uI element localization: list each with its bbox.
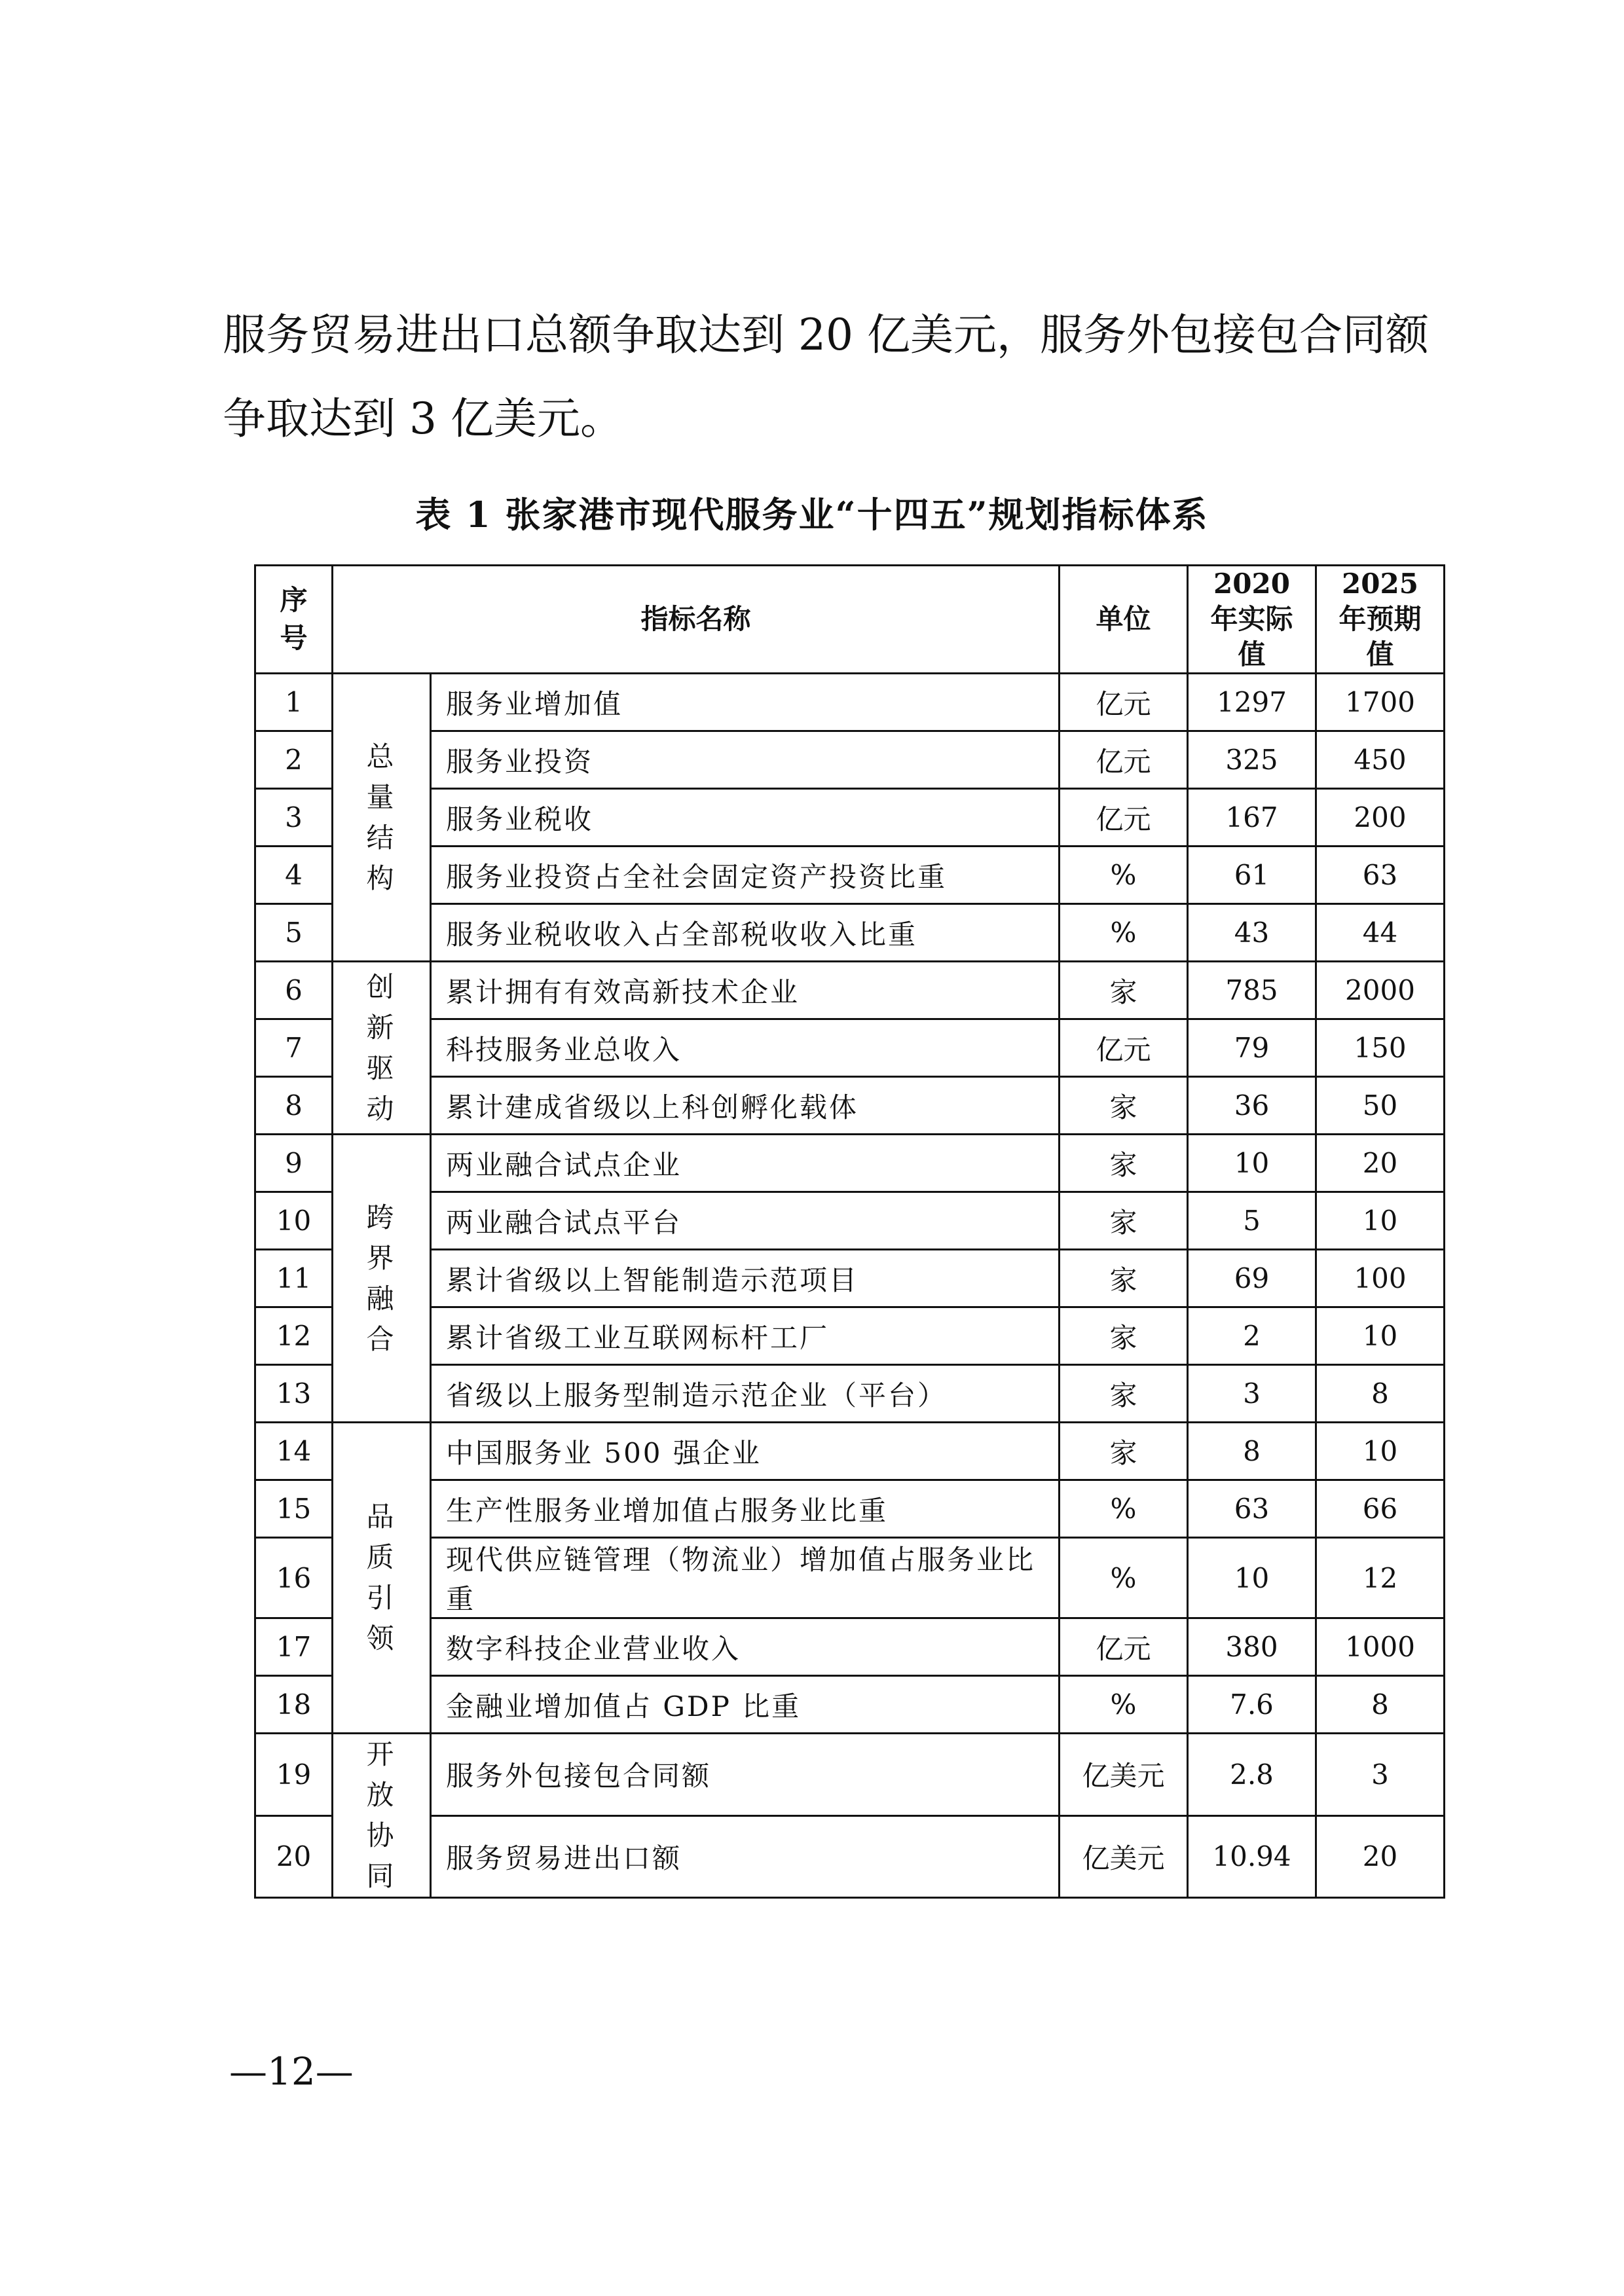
cell-unit: 家 [1060, 1250, 1188, 1307]
table-row [255, 1734, 1445, 1816]
cell-value-2020: 167 [1188, 789, 1316, 847]
cell-value-2025: 150 [1316, 1019, 1445, 1077]
cell-unit: % [1060, 1676, 1188, 1734]
cell-seq: 10 [255, 1192, 333, 1250]
cell-value-2020: 785 [1188, 962, 1316, 1019]
cell-indicator-name: 中国服务业 500 强企业 [431, 1423, 1060, 1480]
cell-category [333, 1734, 431, 1898]
cell-seq: 7 [255, 1019, 333, 1077]
cell-value-2020: 380 [1188, 1618, 1316, 1676]
cell-indicator-name: 累计省级工业互联网标杆工厂 [431, 1307, 1060, 1365]
cell-value-2020: 10 [1188, 1135, 1316, 1192]
intro-line-2: 争取达到 3 亿美元。 [223, 393, 623, 444]
cell-value-2025: 10 [1316, 1192, 1445, 1250]
cell-indicator-name: 服务业投资占全社会固定资产投资比重 [431, 847, 1060, 904]
cell-value-2025: 1700 [1316, 674, 1445, 731]
cell-value-2020: 69 [1188, 1250, 1316, 1307]
cell-value-2025: 44 [1316, 904, 1445, 962]
table-row [255, 1135, 1445, 1192]
cell-value-2025: 200 [1316, 789, 1445, 847]
cell-seq: 13 [255, 1365, 333, 1423]
table-row [255, 1192, 1445, 1250]
header-name: 指标名称 [333, 566, 1060, 674]
cell-value-2020: 36 [1188, 1077, 1316, 1135]
category-label: 总量结构 [366, 740, 397, 894]
cell-value-2020: 43 [1188, 904, 1316, 962]
cell-value-2020: 325 [1188, 731, 1316, 789]
cell-indicator-name: 两业融合试点企业 [431, 1135, 1060, 1192]
cell-value-2020: 79 [1188, 1019, 1316, 1077]
table-row [255, 1077, 1445, 1135]
table-row [255, 962, 1445, 1019]
indicator-table [254, 564, 1445, 1899]
cell-unit: 家 [1060, 962, 1188, 1019]
cell-seq: 15 [255, 1480, 333, 1538]
cell-indicator-name: 生产性服务业增加值占服务业比重 [431, 1480, 1060, 1538]
table-row [255, 1618, 1445, 1676]
table-row [255, 904, 1445, 962]
category-label: 创新驱动 [366, 970, 397, 1125]
cell-unit: 亿元 [1060, 1019, 1188, 1077]
cell-value-2025: 20 [1316, 1815, 1445, 1898]
cell-value-2025: 20 [1316, 1135, 1445, 1192]
intro-line-1: 服务贸易进出口总额争取达到 20 亿美元，服务外包接包合同额 [223, 310, 1429, 360]
cell-seq: 20 [255, 1815, 333, 1898]
cell-value-2020: 2.8 [1188, 1734, 1316, 1816]
cell-value-2025: 50 [1316, 1077, 1445, 1135]
cell-value-2025: 63 [1316, 847, 1445, 904]
cell-value-2020: 10.94 [1188, 1815, 1316, 1898]
cell-indicator-name: 两业融合试点平台 [431, 1192, 1060, 1250]
cell-seq: 18 [255, 1676, 333, 1734]
cell-value-2020: 8 [1188, 1423, 1316, 1480]
cell-unit: % [1060, 1538, 1188, 1618]
cell-value-2020: 7.6 [1188, 1676, 1316, 1734]
cell-indicator-name: 服务业税收 [431, 789, 1060, 847]
header-unit: 单位 [1060, 566, 1188, 674]
cell-category [333, 962, 431, 1135]
cell-unit: % [1060, 847, 1188, 904]
cell-value-2020: 63 [1188, 1480, 1316, 1538]
cell-indicator-name: 累计建成省级以上科创孵化载体 [431, 1077, 1060, 1135]
cell-indicator-name: 现代供应链管理（物流业）增加值占服务业比重 [431, 1538, 1060, 1618]
cell-indicator-name: 金融业增加值占 GDP 比重 [431, 1676, 1060, 1734]
cell-value-2020: 2 [1188, 1307, 1316, 1365]
table-row [255, 789, 1445, 847]
cell-unit: 亿美元 [1060, 1734, 1188, 1816]
cell-seq: 9 [255, 1135, 333, 1192]
cell-indicator-name: 服务业增加值 [431, 674, 1060, 731]
cell-seq: 12 [255, 1307, 333, 1365]
cell-value-2020: 10 [1188, 1538, 1316, 1618]
cell-seq: 1 [255, 674, 333, 731]
table-header-row [255, 566, 1445, 674]
cell-unit: 家 [1060, 1135, 1188, 1192]
cell-unit: 亿元 [1060, 1618, 1188, 1676]
cell-value-2025: 2000 [1316, 962, 1445, 1019]
cell-indicator-name: 科技服务业总收入 [431, 1019, 1060, 1077]
cell-seq: 8 [255, 1077, 333, 1135]
cell-value-2025: 66 [1316, 1480, 1445, 1538]
cell-unit: 家 [1060, 1423, 1188, 1480]
table-row [255, 1307, 1445, 1365]
cell-seq: 5 [255, 904, 333, 962]
cell-value-2020: 3 [1188, 1365, 1316, 1423]
cell-value-2025: 450 [1316, 731, 1445, 789]
category-label: 品质引领 [366, 1501, 397, 1654]
cell-seq: 3 [255, 789, 333, 847]
table-row [255, 1423, 1445, 1480]
cell-value-2025: 8 [1316, 1676, 1445, 1734]
intro-paragraph [223, 293, 1441, 461]
cell-seq: 6 [255, 962, 333, 1019]
table-row [255, 1250, 1445, 1307]
cell-indicator-name: 服务贸易进出口额 [431, 1815, 1060, 1898]
table-title: 表 1 张家港市现代服务业“十四五”规划指标体系 [415, 494, 1209, 536]
cell-value-2025: 10 [1316, 1307, 1445, 1365]
table-row [255, 1538, 1445, 1618]
cell-unit: % [1060, 904, 1188, 962]
cell-indicator-name: 累计省级以上智能制造示范项目 [431, 1250, 1060, 1307]
table-row [255, 1019, 1445, 1077]
cell-value-2020: 5 [1188, 1192, 1316, 1250]
cell-seq: 19 [255, 1734, 333, 1816]
cell-seq: 11 [255, 1250, 333, 1307]
cell-category [333, 674, 431, 962]
cell-indicator-name: 数字科技企业营业收入 [431, 1618, 1060, 1676]
cell-indicator-name: 服务业投资 [431, 731, 1060, 789]
page-number: —12— [229, 2049, 354, 2094]
cell-unit: 亿元 [1060, 731, 1188, 789]
cell-value-2025: 100 [1316, 1250, 1445, 1307]
cell-value-2020: 1297 [1188, 674, 1316, 731]
cell-unit: 家 [1060, 1307, 1188, 1365]
cell-unit: % [1060, 1480, 1188, 1538]
cell-unit: 亿美元 [1060, 1815, 1188, 1898]
cell-value-2025: 3 [1316, 1734, 1445, 1816]
cell-value-2025: 8 [1316, 1365, 1445, 1423]
header-seq: 序号 [255, 566, 333, 674]
table-row [255, 1815, 1445, 1898]
cell-value-2025: 10 [1316, 1423, 1445, 1480]
table-row [255, 1480, 1445, 1538]
cell-category [333, 1135, 431, 1423]
cell-indicator-name: 累计拥有有效高新技术企业 [431, 962, 1060, 1019]
cell-unit: 亿元 [1060, 674, 1188, 731]
cell-seq: 14 [255, 1423, 333, 1480]
cell-seq: 2 [255, 731, 333, 789]
table-row [255, 1365, 1445, 1423]
cell-unit: 亿元 [1060, 789, 1188, 847]
cell-seq: 4 [255, 847, 333, 904]
table-row [255, 1676, 1445, 1734]
cell-indicator-name: 服务业税收收入占全部税收收入比重 [431, 904, 1060, 962]
cell-seq: 17 [255, 1618, 333, 1676]
table-row [255, 674, 1445, 731]
cell-value-2020: 61 [1188, 847, 1316, 904]
header-2025: 2025 年预期值 [1316, 566, 1445, 674]
cell-category [333, 1423, 431, 1734]
cell-indicator-name: 省级以上服务型制造示范企业（平台） [431, 1365, 1060, 1423]
table-row [255, 847, 1445, 904]
cell-value-2025: 12 [1316, 1538, 1445, 1618]
cell-unit: 家 [1060, 1192, 1188, 1250]
table-body [255, 674, 1445, 1898]
header-2020: 2020 年实际值 [1188, 566, 1316, 674]
cell-indicator-name: 服务外包接包合同额 [431, 1734, 1060, 1816]
cell-seq: 16 [255, 1538, 333, 1618]
table-row [255, 731, 1445, 789]
category-label: 开放协同 [366, 1738, 397, 1892]
cell-value-2025: 1000 [1316, 1618, 1445, 1676]
cell-unit: 家 [1060, 1077, 1188, 1135]
cell-unit: 家 [1060, 1365, 1188, 1423]
category-label: 跨界融合 [366, 1201, 397, 1355]
